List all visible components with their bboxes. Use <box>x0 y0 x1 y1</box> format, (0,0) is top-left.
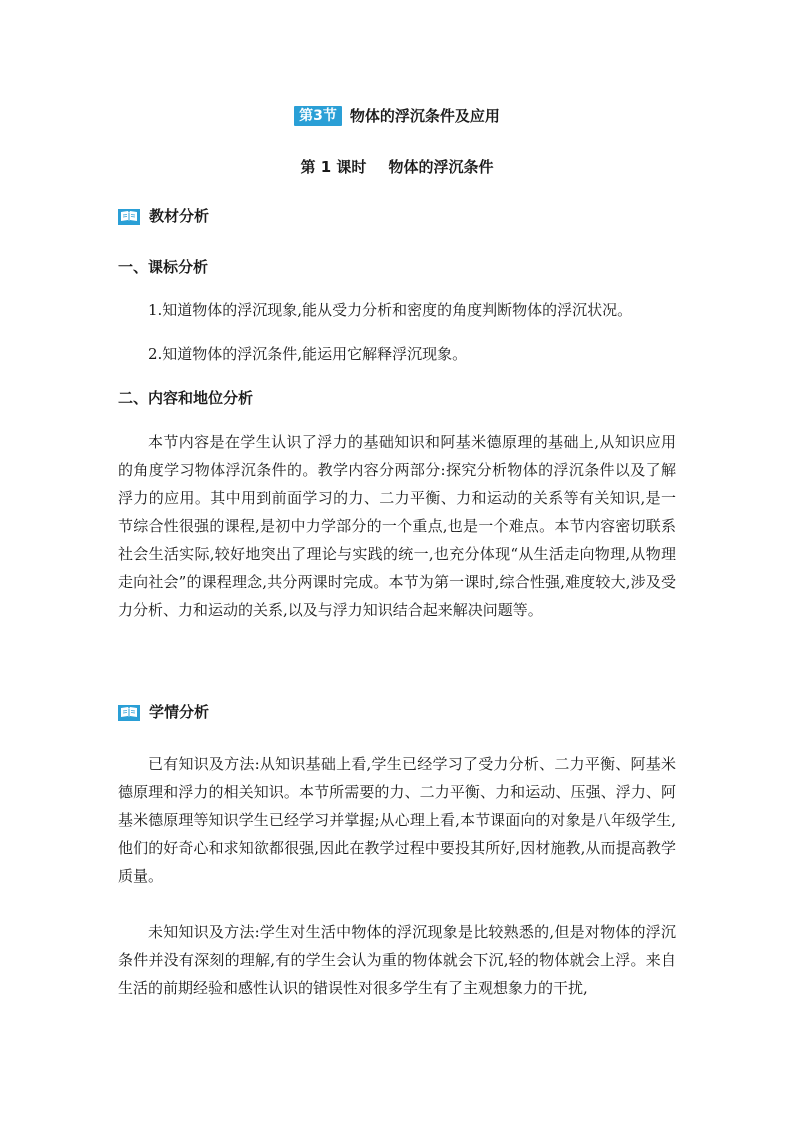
lesson-title <box>0 156 794 178</box>
content-heading: 二、内容和地位分析 <box>118 389 254 407</box>
student-analysis-heading <box>118 702 209 722</box>
section-name: 物体的浮沉条件及应用 <box>349 107 500 125</box>
textbook-analysis-heading <box>118 206 209 226</box>
section-badge: 第3节 <box>294 106 342 126</box>
section-title <box>0 106 794 126</box>
textbook-analysis-title: 教材分析 <box>149 207 210 225</box>
lesson-name: 物体的浮沉条件 <box>388 158 494 176</box>
curriculum-heading: 一、课标分析 <box>118 258 209 276</box>
student-analysis-title: 学情分析 <box>149 703 210 721</box>
unknown-knowledge-paragraph: 未知知识及方法:学生对生活中物体的浮沉现象是比较熟悉的,但是对物体的浮沉条件并没有深刻的理解,有的学生会认为重的物体就会下沉,轻的物体就会上浮。来自生活的前期经验和感性认识的错误性对很多学生有了主观想象力的干扰, <box>118 923 676 997</box>
lesson-label: 第 1 课时 <box>300 158 367 176</box>
book-icon <box>118 703 140 721</box>
known-knowledge-paragraph: 已有知识及方法:从知识基础上看,学生已经学习了受力分析、二力平衡、阿基米德原理和浮力的相关知识。本节所需要的力、二力平衡、力和运动、压强、浮力、阿基米德原理等知识学生已经学习并掌握;从心理上看,本节课面向的对象是八年级学生,他们的好奇心和求知欲都很强,因此在教学过程中要投其所好,因材施教,从而提高教学质量。 <box>118 755 676 885</box>
curriculum-item-1: 1.知道物体的浮沉现象,能从受力分析和密度的角度判断物体的浮沉状况。 <box>148 301 633 319</box>
book-icon <box>118 207 140 225</box>
content-paragraph: 本节内容是在学生认识了浮力的基础知识和阿基米德原理的基础上,从知识应用的角度学习物体浮沉条件的。教学内容分两部分:探究分析物体的浮沉条件以及了解浮力的应用。其中用到前面学习的力、二力平衡、力和运动的关系等有关知识,是一节综合性很强的课程,是初中力学部分的一个重点,也是一个难点。本节内容密切联系社会生活实际,较好地突出了理论与实践的统一,也充分体现“从生活走向物理,从物理走向社会”的课程理念,共分两课时完成。本节为第一课时,综合性强,难度较大,涉及受力分析、力和运动的关系,以及与浮力知识结合起来解决问题等。 <box>118 433 676 619</box>
curriculum-item-2: 2.知道物体的浮沉条件,能运用它解释浮沉现象。 <box>148 345 468 363</box>
